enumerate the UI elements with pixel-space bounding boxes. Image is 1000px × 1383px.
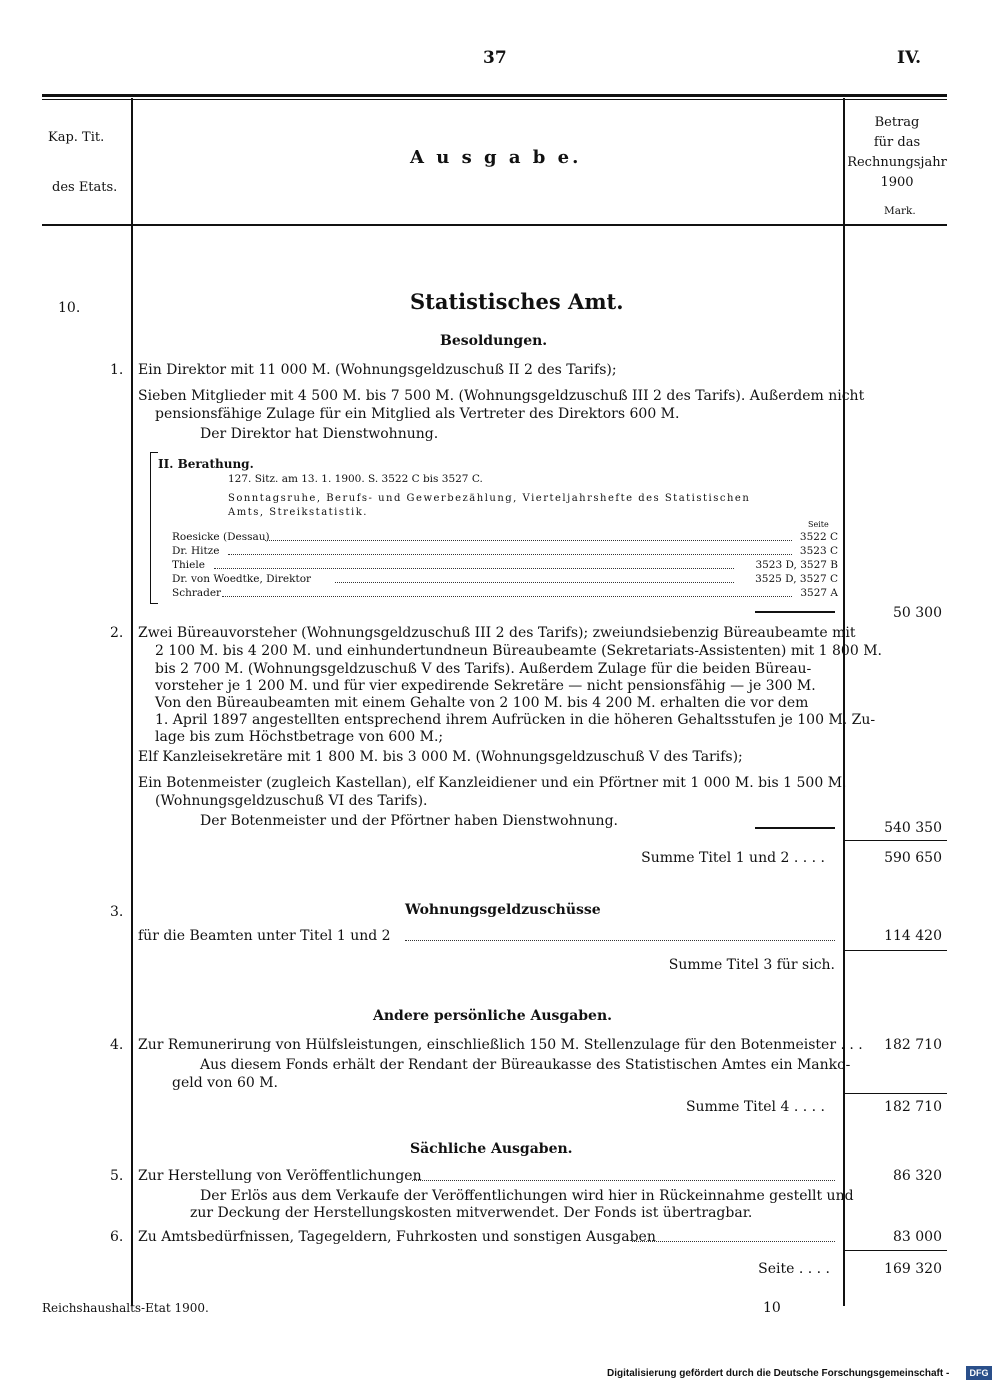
footer-source: Reichshaushalts-Etat 1900. xyxy=(42,1301,209,1315)
section-title-andere: Andere persönliche Ausgaben. xyxy=(373,1008,613,1024)
text-line: Zur Remunerirung von Hülfsleistungen, einschließlich 150 M. Stellenzulage für den Botenmeister . . . xyxy=(138,1037,863,1053)
text-line: für die Beamten unter Titel 1 und 2 xyxy=(138,928,391,944)
text-line: geld von 60 M. xyxy=(172,1075,278,1091)
speaker-pages: 3523 D, 3527 B xyxy=(755,559,838,571)
speaker-name: Dr. Hitze xyxy=(172,545,220,557)
subtotal-rule xyxy=(755,827,835,829)
seite-label: Seite . . . . xyxy=(758,1261,830,1277)
footer-sheet-number: 10 xyxy=(763,1300,781,1316)
summe-label: Summe Titel 4 . . . . xyxy=(685,1099,825,1115)
leader-dots xyxy=(412,1180,835,1181)
text-line: Der Direktor hat Dienstwohnung. xyxy=(200,426,439,442)
top-rule-thin xyxy=(42,99,947,100)
amount-rule xyxy=(845,840,947,841)
text-line: Zwei Büreauvorsteher (Wohnungsgeldzuschuß III 2 des Tarifs); zweiundsiebenzig Büreaubeamte mit xyxy=(138,625,856,641)
titel-number: 2. xyxy=(110,625,124,641)
page-number: 37 xyxy=(483,48,507,68)
titel-number: 3. xyxy=(110,904,124,920)
header-rule xyxy=(42,224,947,226)
leader-dots xyxy=(335,582,734,583)
mark-header: Mark. xyxy=(884,205,916,217)
amount: 83 000 xyxy=(893,1229,942,1245)
text-line: Ein Direktor mit 11 000 M. (Wohnungsgeldzuschuß II 2 des Tarifs); xyxy=(138,362,617,378)
text-line: Elf Kanzleisekretäre mit 1 800 M. bis 3 000 M. (Wohnungsgeldzuschuß V des Tarifs); xyxy=(138,749,743,765)
section-title-besoldungen: Besoldungen. xyxy=(440,333,548,349)
betrag-header xyxy=(845,113,949,193)
leader-dots xyxy=(265,540,792,541)
summe-amount: 182 710 xyxy=(884,1099,942,1115)
text-line: vorsteher je 1 200 M. und für vier expedirende Sekretäre — nicht pensionsfähig — je 300 M. xyxy=(155,678,816,694)
text-line: 1. April 1897 angestellten entsprechend ihrem Aufrücken in die höheren Gehaltsstufen je 100 M. Zu- xyxy=(155,712,876,728)
speaker-pages: 3523 C xyxy=(799,545,838,557)
column-divider-left xyxy=(131,98,133,1306)
summe-label: Summe Titel 1 und 2 . . . . xyxy=(641,850,825,866)
subtotal-rule xyxy=(755,611,835,613)
betrag-line: Betrag xyxy=(874,115,920,130)
amt-title: Statistisches Amt. xyxy=(410,289,624,314)
text-line: Zur Herstellung von Veröffentlichungen xyxy=(138,1168,422,1184)
amount: 114 420 xyxy=(884,928,942,944)
amount: 182 710 xyxy=(884,1037,942,1053)
text-line: Der Botenmeister und der Pförtner haben Dienstwohnung. xyxy=(200,813,618,829)
speaker-name: Roesicke (Dessau) xyxy=(172,531,270,543)
text-line: Sieben Mitglieder mit 4 500 M. bis 7 500 M. (Wohnungsgeldzuschuß III 2 des Tarifs). Außerdem nicht xyxy=(138,388,865,404)
speaker-pages: 3522 C xyxy=(799,531,838,543)
column-divider-right xyxy=(843,98,845,1306)
titel-number: 6. xyxy=(110,1229,124,1245)
text-line: (Wohnungsgeldzuschuß VI des Tarifs). xyxy=(155,793,428,809)
betrag-line: Rechnungsjahr xyxy=(847,155,947,170)
speaker-pages: 3525 D, 3527 C xyxy=(755,573,838,585)
speaker-pages: 3527 A xyxy=(800,587,838,599)
text-line: zur Deckung der Herstellungskosten mitverwendet. Der Fonds ist übertragbar. xyxy=(190,1205,753,1221)
text-line: pensionsfähige Zulage für ein Mitglied als Vertreter des Direktors 600 M. xyxy=(155,406,680,422)
betrag-line: für das xyxy=(873,135,921,150)
amount: 540 350 xyxy=(884,820,942,836)
speaker-name: Schrader xyxy=(172,587,222,599)
section-number: IV. xyxy=(897,48,922,68)
titel-number: 1. xyxy=(110,362,124,378)
amount-rule xyxy=(845,1093,947,1094)
kapitel-number: 10. xyxy=(58,300,81,316)
beratung-bracket xyxy=(150,452,151,604)
amount: 50 300 xyxy=(893,605,942,621)
beratung-session: 127. Sitz. am 13. 1. 1900. S. 3522 C bis 3527 C. xyxy=(228,473,483,485)
titel-number: 4. xyxy=(110,1037,124,1053)
top-rule xyxy=(42,94,947,97)
text-line: Der Erlös aus dem Verkaufe der Veröffentlichungen wird hier in Rückeinnahme gestellt und xyxy=(200,1188,854,1204)
summe-amount: 590 650 xyxy=(884,850,942,866)
betrag-line: 1900 xyxy=(880,175,914,190)
kap-tit-header: Kap. Tit. xyxy=(48,130,105,145)
amount: 86 320 xyxy=(893,1168,942,1184)
beratung-title: II. Berathung. xyxy=(158,457,254,471)
text-line: lage bis zum Höchstbetrage von 600 M.; xyxy=(155,729,444,745)
text-line: Von den Büreaubeamten mit einem Gehalte von 2 100 M. bis 4 200 M. erhalten die vor dem xyxy=(155,695,809,711)
leader-dots xyxy=(222,596,792,597)
amount-rule xyxy=(845,1250,947,1251)
titel-number: 5. xyxy=(110,1168,124,1184)
leader-dots xyxy=(214,568,734,569)
summe-label: Summe Titel 3 für sich. xyxy=(668,957,835,973)
leader-dots xyxy=(405,940,835,941)
beratung-topics: Sonntagsruhe, Berufs- und Gewerbezählung, Vierteljahrshefte des Statistischen xyxy=(228,493,751,504)
speaker-name: Dr. von Woedtke, Direktor xyxy=(172,573,312,585)
seite-amount: 169 320 xyxy=(884,1261,942,1277)
speaker-name: Thiele xyxy=(172,559,205,571)
text-line: Ein Botenmeister (zugleich Kastellan), elf Kanzleidiener und ein Pförtner mit 1 000 M. bis 1 500 M. xyxy=(138,775,847,791)
dfg-logo: DFG xyxy=(966,1366,992,1380)
text-line: Aus diesem Fonds erhält der Rendant der Büreaukasse des Statistischen Amtes ein Manko- xyxy=(200,1057,851,1073)
beratung-bracket-top xyxy=(150,452,158,453)
beratung-bracket-bottom xyxy=(150,603,158,604)
leader-dots xyxy=(228,554,792,555)
amount-rule xyxy=(845,950,947,951)
ausgabe-header: A u s g a b e. xyxy=(410,147,582,168)
des-etats-header: des Etats. xyxy=(52,180,118,195)
dfg-credit: Digitalisierung gefördert durch die Deutsche Forschungsgemeinschaft - xyxy=(607,1368,950,1379)
section-title-saechliche: Sächliche Ausgaben. xyxy=(410,1141,573,1157)
seite-label: Seite xyxy=(808,520,829,529)
text-line: Zu Amtsbedürfnissen, Tagegeldern, Fuhrkosten und sonstigen Ausgaben xyxy=(138,1229,656,1245)
section-title-wohnung: Wohnungsgeldzuschüsse xyxy=(405,902,601,918)
text-line: 2 100 M. bis 4 200 M. und einhundertundneun Büreaubeamte (Sekretariats-Assistenten) mit 1 800 M. xyxy=(155,643,882,659)
leader-dots xyxy=(632,1241,835,1242)
text-line: bis 2 700 M. (Wohnungsgeldzuschuß V des Tarifs). Außerdem Zulage für die beiden Büreau- xyxy=(155,661,812,677)
beratung-topics: Amts, Streikstatistik. xyxy=(228,507,368,518)
